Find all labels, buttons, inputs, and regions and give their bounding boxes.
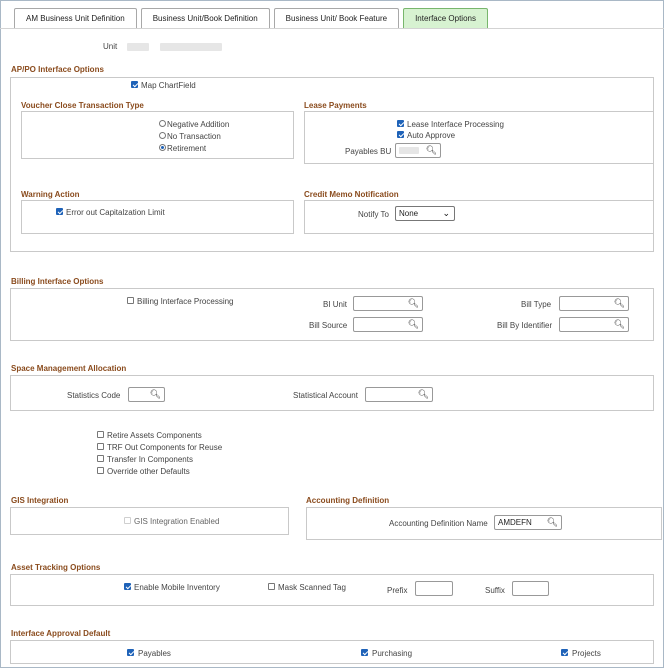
- payables-bu-label: Payables BU: [345, 147, 392, 156]
- accounting-definition-name-input[interactable]: [494, 515, 562, 530]
- tab-am-business-unit-definition[interactable]: AM Business Unit Definition: [14, 8, 137, 28]
- gis-integration-label: GIS Integration Enabled: [134, 517, 220, 526]
- auto-approve-checkbox[interactable]: [397, 131, 404, 138]
- magnifier-icon[interactable]: 🔍︎: [613, 298, 625, 308]
- magnifier-icon[interactable]: 🔍︎: [407, 319, 419, 329]
- magnifier-icon[interactable]: 🔍︎: [149, 389, 161, 399]
- bill-type-label: Bill Type: [521, 300, 552, 309]
- no-transaction-radio[interactable]: [159, 132, 166, 139]
- mask-scanned-tag-label: Mask Scanned Tag: [278, 583, 346, 592]
- prefix-input[interactable]: [415, 581, 453, 596]
- chevron-down-icon: ⌄: [442, 208, 450, 218]
- magnifier-icon[interactable]: 🔍︎: [546, 517, 558, 527]
- magnifier-icon[interactable]: 🔍︎: [417, 389, 429, 399]
- override-other-defaults-label: Override other Defaults: [107, 467, 190, 476]
- map-chartfield-checkbox[interactable]: [131, 81, 138, 88]
- suffix-label: Suffix: [485, 586, 505, 595]
- prefix-label: Prefix: [387, 586, 408, 595]
- bill-source-input[interactable]: [353, 317, 423, 332]
- tab-business-unit-book-feature[interactable]: Business Unit/ Book Feature: [274, 8, 399, 28]
- projects-approval-label: Projects: [572, 649, 601, 658]
- error-out-label: Error out Capitalzation Limit: [66, 208, 165, 217]
- retirement-label: Retirement: [167, 144, 207, 153]
- bill-by-identifier-input[interactable]: [559, 317, 629, 332]
- notify-to-select[interactable]: [395, 206, 455, 221]
- accounting-definition-title: Accounting Definition: [306, 496, 390, 505]
- credit-memo-box: [304, 200, 654, 234]
- payables-bu-input[interactable]: [395, 143, 441, 158]
- map-chartfield-label: Map ChartField: [141, 81, 196, 90]
- unit-label: Unit: [103, 42, 118, 51]
- tab-interface-options[interactable]: Interface Options: [403, 8, 488, 28]
- billing-section-title: Billing Interface Options: [11, 277, 104, 286]
- mask-scanned-tag-checkbox[interactable]: [268, 583, 275, 590]
- unit-value-redacted: [160, 43, 222, 51]
- enable-mobile-inventory-label: Enable Mobile Inventory: [134, 583, 220, 592]
- override-other-defaults-checkbox[interactable]: [97, 467, 104, 474]
- warning-action-box: [21, 200, 294, 234]
- notify-to-value: None: [399, 209, 419, 218]
- statistics-code-input[interactable]: [128, 387, 165, 402]
- bill-by-identifier-label: Bill By Identifier: [497, 321, 553, 330]
- payables-approval-label: Payables: [138, 649, 171, 658]
- magnifier-icon[interactable]: 🔍︎: [613, 319, 625, 329]
- trf-out-components-checkbox[interactable]: [97, 443, 104, 450]
- transfer-in-components-checkbox[interactable]: [97, 455, 104, 462]
- lease-payments-box: [304, 111, 654, 164]
- billing-processing-label: Billing Interface Processing: [137, 297, 234, 306]
- gis-section-title: GIS Integration: [11, 496, 69, 505]
- purchasing-approval-checkbox[interactable]: [361, 649, 368, 656]
- asset-tracking-title: Asset Tracking Options: [11, 563, 101, 572]
- auto-approve-label: Auto Approve: [407, 131, 456, 140]
- payables-approval-checkbox[interactable]: [127, 649, 134, 656]
- warning-action-title: Warning Action: [21, 190, 80, 199]
- suffix-input[interactable]: [512, 581, 549, 596]
- bill-source-label: Bill Source: [309, 321, 348, 330]
- retirement-radio[interactable]: [159, 144, 166, 151]
- lease-interface-label: Lease Interface Processing: [407, 120, 504, 129]
- unit-value-redacted: [127, 43, 149, 51]
- enable-mobile-inventory-checkbox[interactable]: [124, 583, 131, 590]
- no-transaction-label: No Transaction: [167, 132, 221, 141]
- accounting-definition-name-value: AMDEFN: [498, 518, 532, 527]
- credit-memo-title: Credit Memo Notification: [304, 190, 399, 199]
- statistical-account-input[interactable]: [365, 387, 433, 402]
- trf-out-components-label: TRF Out Components for Reuse: [107, 443, 223, 452]
- voucher-close-title: Voucher Close Transaction Type: [21, 101, 144, 110]
- approval-section-title: Interface Approval Default: [11, 629, 111, 638]
- magnifier-icon[interactable]: 🔍︎: [407, 298, 419, 308]
- error-out-checkbox[interactable]: [56, 208, 63, 215]
- statistics-code-label: Statistics Code: [67, 391, 121, 400]
- accounting-definition-name-label: Accounting Definition Name: [389, 519, 488, 528]
- negative-addition-radio[interactable]: [159, 120, 166, 127]
- purchasing-approval-label: Purchasing: [372, 649, 413, 658]
- apo-section-title: AP/PO Interface Options: [11, 65, 104, 74]
- tab-bar: [14, 8, 488, 28]
- payables-bu-value-redacted: [399, 147, 419, 154]
- voucher-close-box: [21, 111, 294, 159]
- tab-business-unit-book-definition[interactable]: Business Unit/Book Definition: [141, 8, 270, 28]
- bi-unit-label: BI Unit: [323, 300, 348, 309]
- retire-assets-components-label: Retire Assets Components: [107, 431, 202, 440]
- magnifier-icon[interactable]: 🔍︎: [425, 145, 437, 155]
- statistical-account-label: Statistical Account: [293, 391, 358, 400]
- lease-interface-checkbox[interactable]: [397, 120, 404, 127]
- tab-divider: [0, 28, 664, 29]
- space-section-title: Space Management Allocation: [11, 364, 127, 373]
- projects-approval-checkbox[interactable]: [561, 649, 568, 656]
- bill-type-input[interactable]: [559, 296, 629, 311]
- approval-group-box: [10, 640, 654, 664]
- retire-assets-components-checkbox[interactable]: [97, 431, 104, 438]
- billing-group-box: [10, 288, 654, 341]
- notify-to-label: Notify To: [358, 210, 389, 219]
- bi-unit-input[interactable]: [353, 296, 423, 311]
- lease-payments-title: Lease Payments: [304, 101, 367, 110]
- billing-processing-checkbox[interactable]: [127, 297, 134, 304]
- negative-addition-label: Negative Addition: [167, 120, 230, 129]
- gis-integration-checkbox[interactable]: [124, 517, 131, 524]
- transfer-in-components-label: Transfer In Components: [107, 455, 193, 464]
